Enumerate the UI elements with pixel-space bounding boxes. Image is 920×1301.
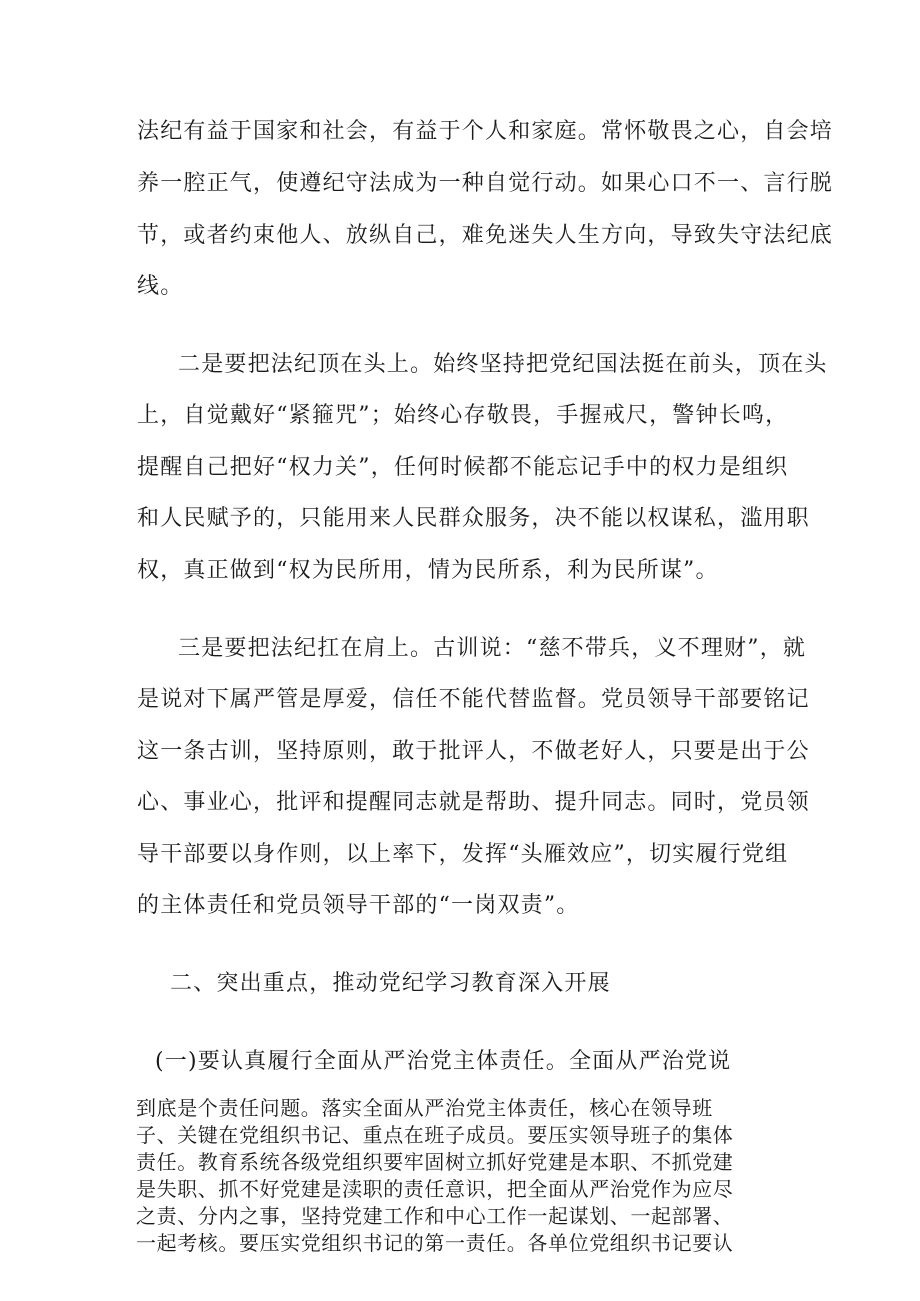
text-line: 是说对下属严管是厚爱，信任不能代替监督。党员领导干部要铭记 bbox=[137, 687, 810, 712]
text-line: 心、事业心，批评和提醒同志就是帮助、提升同志。同时，党员领 bbox=[137, 790, 810, 815]
text-line: 责任。教育系统各级党组织要牢固树立抓好党建是本职、不抓党建 bbox=[136, 1150, 734, 1174]
subsection-heading: (一)要认真履行全面从严治党主体责任。全面从严治党说 bbox=[155, 1049, 732, 1074]
text-line: 权，真正做到“权为民所用，情为民所系，利为民所谋”。 bbox=[137, 558, 719, 583]
section-heading: 二、突出重点，推动党纪学习教育深入开展 bbox=[170, 971, 611, 996]
text-line: 三是要把法纪扛在肩上。古训说：“慈不带兵，义不理财”，就 bbox=[178, 636, 807, 661]
text-line: 这一条古训，坚持原则，敢于批评人，不做老好人，只要是出于公 bbox=[137, 739, 810, 764]
text-line: 养一腔正气，使遵纪守法成为一种自觉行动。如果心口不一、言行脱 bbox=[137, 171, 834, 196]
text-line: 导干部要以身作则，以上率下，发挥“头雁效应”，切实履行党组 bbox=[137, 842, 789, 867]
text-line: 上，自觉戴好“紧箍咒”；始终心存敬畏，手握戒尺，警钟长鸣， bbox=[137, 403, 789, 428]
text-line: 一起考核。要压实党组织书记的第一责任。各单位党组织书记要认 bbox=[136, 1231, 734, 1255]
text-line: 法纪有益于国家和社会，有益于个人和家庭。常怀敬畏之心，自会培 bbox=[137, 119, 834, 144]
text-line: 节，或者约束他人、放纵自己，难免迷失人生方向，导致失守法纪底 bbox=[137, 223, 834, 248]
text-line: 子、关键在党组织书记、重点在班子成员。要压实领导班子的集体 bbox=[136, 1123, 734, 1147]
text-line: 提醒自己把好“权力关”，任何时候都不能忘记手中的权力是组织 bbox=[137, 455, 789, 480]
text-line: 的主体责任和党员领导干部的“一岗双责”。 bbox=[137, 893, 580, 918]
text-line: 之责、分内之事，坚持党建工作和中心工作一起谋划、一起部署、 bbox=[136, 1204, 734, 1228]
text-line: 到底是个责任问题。落实全面从严治党主体责任，核心在领导班 bbox=[136, 1096, 713, 1120]
text-line: 二是要把法纪顶在头上。始终坚持把党纪国法挺在前头，顶在头 bbox=[178, 352, 828, 377]
text-line: 线。 bbox=[137, 274, 184, 299]
text-line: 是失职、抓不好党建是渎职的责任意识，把全面从严治党作为应尽 bbox=[136, 1177, 734, 1201]
text-line: 和人民赋予的，只能用来人民群众服务，决不能以权谋私，滥用职 bbox=[137, 506, 810, 531]
